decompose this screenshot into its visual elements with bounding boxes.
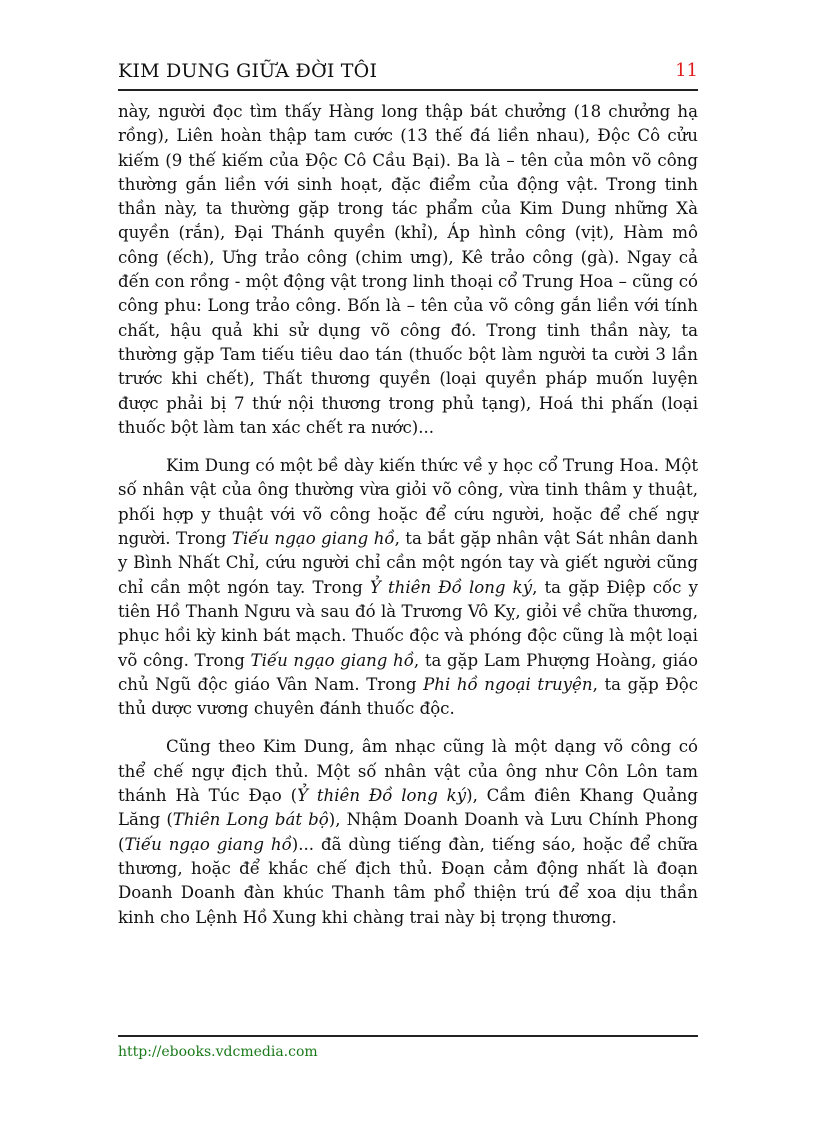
text-run: Kim Dung có một bề dày kiến thức về y học cổ Trung Hoa. Một số nhân vật của ông thường vừa giỏi võ công, vừa tinh thâm y thuật, phối hợp y thuật với võ công hoặc để cứu người, hoặc để chế ngự người. Trong	[118, 456, 698, 549]
paragraph	[118, 735, 698, 929]
book-title: Phi hồ ngoại truyện	[423, 674, 593, 694]
book-title: Tiếu ngạo giang hồ	[250, 650, 414, 670]
header-divider	[118, 89, 698, 91]
body-text	[118, 100, 698, 930]
book-title: Thiên Long bát bộ	[172, 810, 329, 830]
page-number: 11	[675, 60, 698, 81]
text-run: , ta gặp Điệp cốc y tiên Hồ Thanh Ngưu và sau đó là Trương Vô Kỵ, giỏi về chữa thương, phục hồi kỳ kinh bát mạch. Thuốc độc và phóng độc cũng là một loại võ công. Trong	[118, 577, 698, 670]
text-run: , ta gặp Độc thủ dược vương chuyên đánh thuốc độc.	[118, 674, 699, 719]
book-title: Tiếu ngạo giang hồ	[124, 834, 292, 854]
footer-link[interactable]: http://ebooks.vdcmedia.com	[118, 1044, 318, 1060]
text-run: , ta bắt gặp nhân vật Sát nhân danh y Bình Nhất Chỉ, cứu người chỉ cần một ngón tay và giết người cũng chỉ cần một ngón tay. Trong	[118, 529, 698, 597]
text-run: )... đã dùng tiếng đàn, tiếng sáo, hoặc để chữa thương, hoặc để khắc chế địch thủ. Đoạn cảm động nhất là đoạn Doanh Doanh đàn khúc Thanh tâm phổ thiện trú để xoa dịu thần kinh cho Lệnh Hồ Xung khi chàng trai này bị trọng thương.	[118, 834, 698, 927]
text-run: ), Cầm điên Khang Quảng Lăng (	[118, 786, 698, 830]
paragraph	[118, 454, 698, 721]
paragraph	[118, 100, 698, 440]
text-run: ), Nhậm Doanh Doanh và Lưu Chính Phong (	[118, 810, 698, 854]
text-run: Cũng theo Kim Dung, âm nhạc cũng là một dạng võ công có thể chế ngự địch thủ. Một số nhân vật của ông như Côn Lôn tam thánh Hà Túc Đạo (	[118, 737, 698, 806]
running-title: KIM DUNG GIỮA ĐỜI TÔI	[118, 60, 378, 82]
page-header	[118, 60, 698, 88]
book-title: Ỷ thiên Đồ long ký	[369, 577, 533, 597]
footer-divider	[118, 1035, 698, 1037]
text-run: này, người đọc tìm thấy Hàng long thập bát chưởng (18 chưởng hạ rồng), Liên hoàn thập tam cước (13 thế đá liền nhau), Độc Cô cửu kiếm (9 thế kiếm của Độc Cô Cầu Bại). Ba là – tên của môn võ công thường gắn liền với sinh hoạt, đặc điểm của động vật. Trong tinh thần này, ta thường gặp trong tác phẩm của Kim Dung những Xà quyền (rắn), Đại Thánh quyền (khỉ), Áp hình công (vịt), Hàm mô công (ếch), Ưng trảo công (chim ưng), Kê trảo công (gà). Ngay cả đến con rồng - một động vật trong linh thoại cổ Trung Hoa – cũng có công phu: Long trảo công. Bốn là – tên của võ công gắn liền với tính chất, hậu quả khi sử dụng võ công đó. Trong tinh thần này, ta thường gặp Tam tiếu tiêu dao tán (thuốc bột làm người ta cười 3 lần trước khi chết), Thất thương quyền (loại quyền pháp muốn luyện được phải bị 7 thứ nội thương trong phủ tạng), Hoá thi phấn (loại thuốc bột làm tan xác chết ra nước)...	[118, 102, 698, 437]
book-title: Ỷ thiên Đồ long ký	[297, 786, 467, 806]
book-title: Tiếu ngạo giang hồ	[231, 529, 395, 549]
text-run: , ta gặp Lam Phượng Hoàng, giáo chủ Ngũ độc giáo Vân Nam. Trong	[118, 650, 699, 694]
